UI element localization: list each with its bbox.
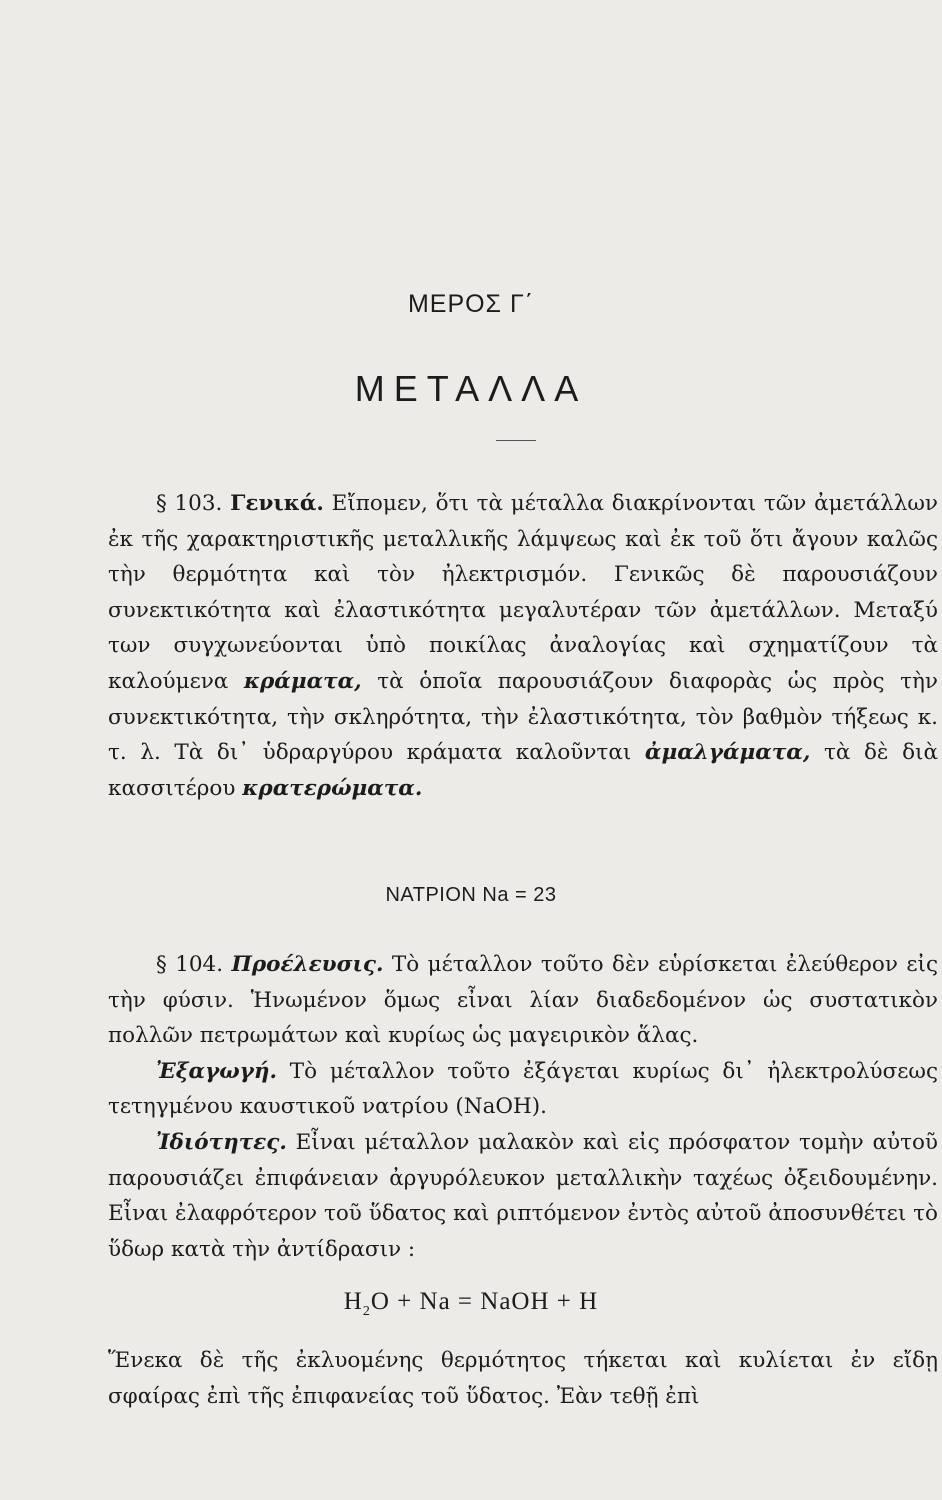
section-103-number: § 103. bbox=[156, 491, 223, 516]
section-104-number: § 104. bbox=[156, 952, 224, 977]
section-104-text-a: Τὸ μέταλλον τοῦτο δὲν εὑρίσκεται ἐλεύθερον εἰς τὴν φύσιν. Ἡνωμένον ὅμως εἶναι λίαν διαδεδομένον ὡς συστατικὸν πολλῶν πετρωμάτων καὶ κυρίως ὡς μαγειρικὸν ἅλας. bbox=[108, 952, 938, 1049]
term-kramata: κράματα, bbox=[243, 668, 362, 694]
properties-heading: Ἰδιότητες. bbox=[156, 1129, 287, 1155]
element-heading: ΝΑΤΡΙΟΝ Na = 23 bbox=[385, 884, 557, 906]
equation-rest: O + Na = NaOH + H bbox=[370, 1288, 599, 1315]
title-divider bbox=[496, 440, 536, 441]
section-104-paragraph bbox=[108, 947, 938, 1267]
section-103-text-c: τὰ δὲ διὰ κασσιτέρου bbox=[108, 740, 938, 801]
equation-h: H bbox=[343, 1288, 363, 1315]
section-104-text-b: Τὸ μέταλλον τοῦτο ἐξάγεται κυρίως δι᾽ ἠλεκτρολύσεως τετηγμένου καυστικοῦ νατρίου (NaOH). bbox=[108, 1058, 938, 1120]
continuation-paragraph bbox=[108, 1343, 938, 1414]
section-103-text-b: τὰ ὁποῖα παρουσιάζουν διαφορὰς ὡς πρὸς τὴν συνεκτικότητα, τὴν σκληρότητα, τὴν ἐλαστικότητα, τὸν βαθμὸν τήξεως κ. τ. λ. Τὰ δι᾽ ὑδραργύρου κράματα καλοῦνται bbox=[108, 668, 938, 766]
section-103-paragraph bbox=[108, 486, 938, 806]
section-104-properties bbox=[108, 1125, 938, 1267]
extraction-heading: Ἐξαγωγή. bbox=[156, 1058, 277, 1084]
equation-subscript: 2 bbox=[362, 1304, 371, 1319]
term-krateromata: κρατερώματα. bbox=[242, 775, 423, 801]
section-104-heading: Προέλευσις. bbox=[231, 952, 384, 977]
term-amalgamata: ἀμαλγάματα, bbox=[644, 740, 811, 766]
section-103-heading: Γενικά. bbox=[230, 491, 324, 516]
reaction-equation bbox=[0, 1288, 942, 1320]
section-103-text-a: Εἴπομεν, ὅτι τὰ μέταλλα διακρίνονται τῶν ἀμετάλλων ἐκ τῆς χαρακτηριστικῆς μεταλλικῆς λάμψεως καὶ ἐκ τοῦ ὅτι ἄγουν καλῶς τὴν θερμότητα καὶ τὸν ἠλεκτρισμόν. Γενικῶς δὲ παρουσιάζουν συνεκτικότητα καὶ ἐλαστικότητα μεγαλυτέραν τῶν ἀμετάλλων. Μεταξύ των συγχωνεύονται ὑπὸ ποικίλας ἀναλογίας καὶ σχηματίζουν τὰ καλούμενα bbox=[108, 491, 938, 694]
section-104-origin bbox=[108, 947, 938, 1054]
part-title: ΜΕΡΟΣ Γ΄ bbox=[407, 290, 535, 318]
section-104-extraction bbox=[108, 1054, 938, 1125]
section-104-text-c: Εἶναι μέταλλον μαλακὸν καὶ εἰς πρόσφατον τομὴν αὐτοῦ παρουσιάζει ἐπιφάνειαν ἀργυρόλευκον μεταλλικὴν ταχέως ὀξειδουμένην. Εἶναι ἐλαφρότερον τοῦ ὕδατος καὶ ριπτόμενον ἐντὸς αὐτοῦ ἀποσυνθέτει τὸ ὕδωρ κατὰ τὴν ἀντίδρασιν : bbox=[108, 1129, 938, 1262]
chapter-title: ΜΕΤΑΛΛΑ bbox=[354, 368, 588, 409]
continuation-text: Ἕνεκα δὲ τῆς ἐκλυομένης θερμότητος τήκεται καὶ κυλίεται ἐν εἴδῃ σφαίρας ἐπὶ τῆς ἐπιφανείας τοῦ ὕδατος. Ἐὰν τεθῇ ἐπὶ bbox=[108, 1348, 938, 1409]
